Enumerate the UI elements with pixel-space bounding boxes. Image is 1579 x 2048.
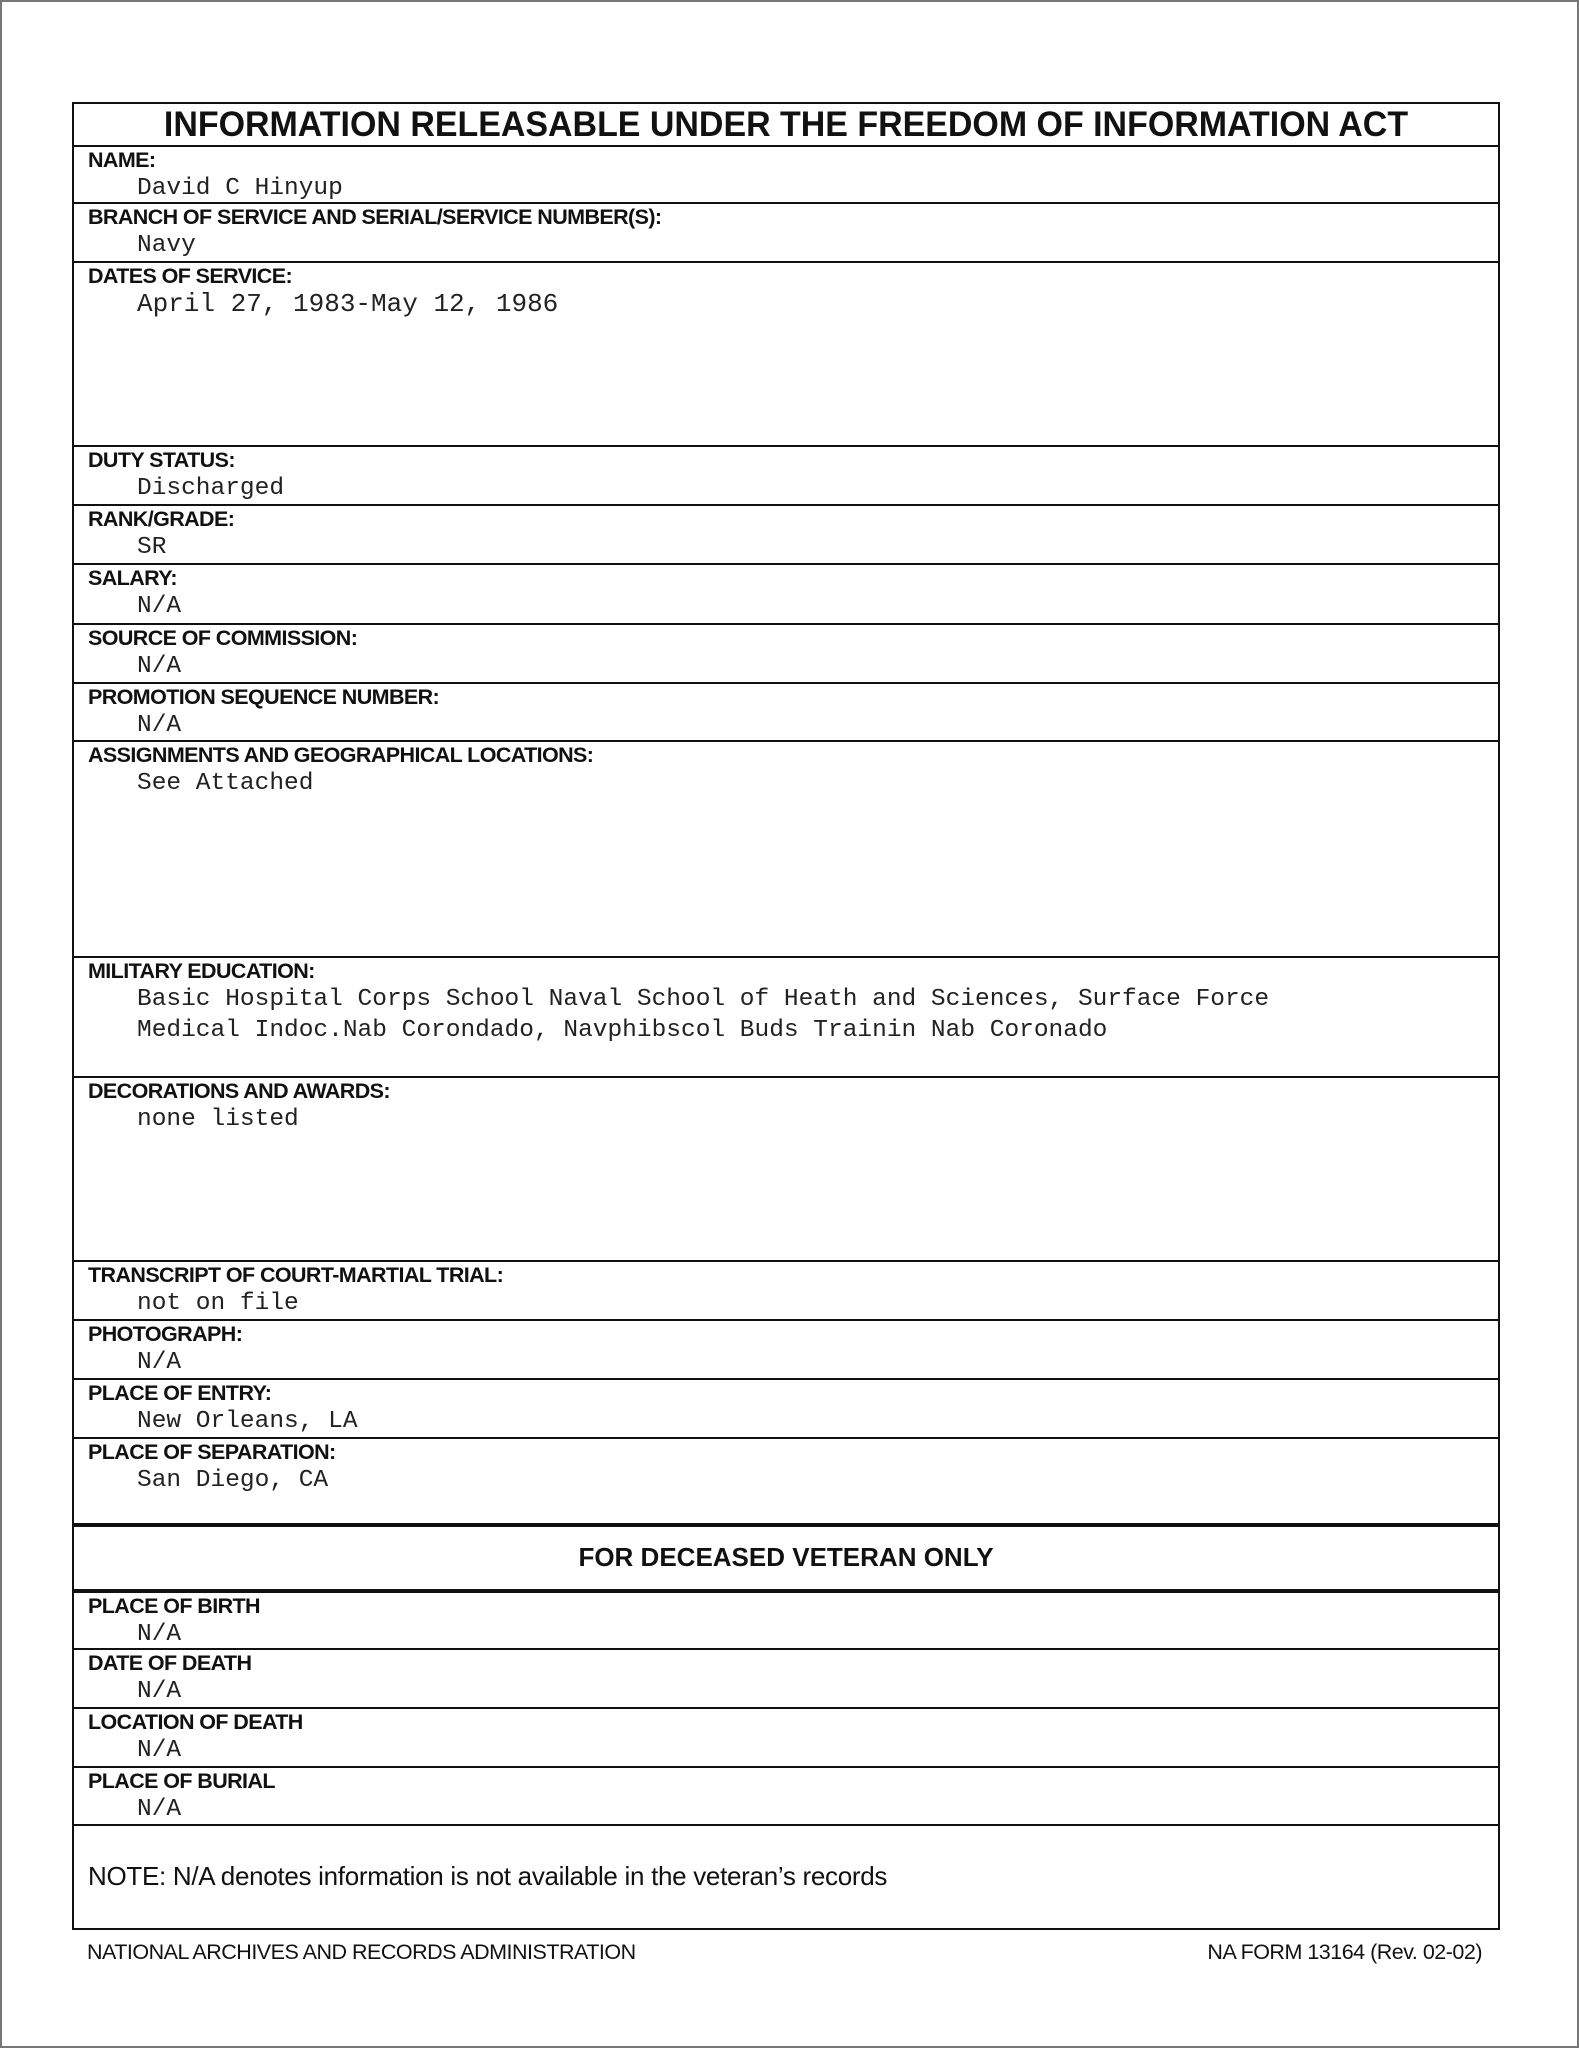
field-value: not on file [137, 1290, 299, 1317]
field-label: PHOTOGRAPH: [88, 1322, 243, 1346]
field-label: PLACE OF SEPARATION: [88, 1440, 336, 1464]
field-place-of-separation [74, 1437, 1498, 1523]
field-value: See Attached [137, 770, 314, 797]
field-value: N/A [137, 593, 182, 620]
field-label: TRANSCRIPT OF COURT-MARTIAL TRIAL: [88, 1263, 504, 1287]
deceased-section-heading: FOR DECEASED VETERAN ONLY [74, 1523, 1498, 1589]
field-value: N/A [137, 1737, 182, 1764]
field-value: April 27, 1983-May 12, 1986 [137, 289, 559, 319]
field-label: DATES OF SERVICE: [88, 264, 293, 288]
field-label: BRANCH OF SERVICE AND SERIAL/SERVICE NUMBER(S): [88, 205, 662, 229]
field-label: PLACE OF BIRTH [88, 1594, 260, 1618]
field-value: David C Hinyup [137, 175, 343, 202]
field-source-of-commission [74, 623, 1498, 682]
field-value: Discharged [137, 475, 285, 502]
field-court-martial-transcript [74, 1260, 1498, 1319]
field-label: NAME: [88, 148, 156, 172]
form-title: INFORMATION RELEASABLE UNDER THE FREEDOM OF INFORMATION ACT [163, 105, 1409, 144]
note-row [74, 1824, 1498, 1928]
field-value: N/A [137, 653, 182, 680]
field-rank-grade [74, 504, 1498, 563]
field-place-of-entry [74, 1378, 1498, 1437]
field-duty-status [74, 445, 1498, 504]
field-label: ASSIGNMENTS AND GEOGRAPHICAL LOCATIONS: [88, 743, 594, 767]
field-label: PROMOTION SEQUENCE NUMBER: [88, 685, 440, 709]
field-value: N/A [137, 1678, 182, 1705]
field-assignments [74, 740, 1498, 956]
field-value: N/A [137, 712, 182, 739]
field-value: Basic Hospital Corps School Naval School of Heath and Sciences, Surface Force Medical Indoc.Nab Corondado, Navphibscol Buds Trainin Nab Coronado [137, 986, 1270, 1044]
field-label: DUTY STATUS: [88, 448, 235, 472]
field-value: N/A [137, 1621, 182, 1648]
field-value: New Orleans, LA [137, 1408, 358, 1435]
field-branch-of-service [74, 202, 1498, 261]
field-decorations-and-awards [74, 1076, 1498, 1260]
field-value: none listed [137, 1106, 299, 1133]
field-dates-of-service [74, 261, 1498, 445]
field-value: N/A [137, 1349, 182, 1376]
field-name [74, 145, 1498, 202]
field-place-of-birth [74, 1589, 1498, 1648]
field-date-of-death [74, 1648, 1498, 1707]
field-value: SR [137, 534, 167, 561]
field-label: DECORATIONS AND AWARDS: [88, 1079, 390, 1103]
field-label: LOCATION OF DEATH [88, 1710, 303, 1734]
footer-form-number: NA FORM 13164 (Rev. 02-02) [1207, 1940, 1482, 1964]
note-text: NOTE: N/A denotes information is not available in the veteran’s records [88, 1861, 888, 1891]
field-label: MILITARY EDUCATION: [88, 959, 315, 983]
field-location-of-death [74, 1707, 1498, 1766]
field-place-of-burial [74, 1766, 1498, 1824]
field-label: PLACE OF BURIAL [88, 1769, 275, 1793]
field-military-education [74, 956, 1498, 1076]
field-label: PLACE OF ENTRY: [88, 1381, 272, 1405]
field-photograph [74, 1319, 1498, 1378]
field-value: N/A [137, 1796, 182, 1823]
field-label: SOURCE OF COMMISSION: [88, 626, 358, 650]
foia-form [72, 102, 1500, 1930]
field-label: RANK/GRADE: [88, 507, 235, 531]
field-value: Navy [137, 232, 196, 259]
field-salary [74, 563, 1498, 623]
field-promotion-sequence-number [74, 682, 1498, 740]
field-label: DATE OF DEATH [88, 1651, 252, 1675]
field-value: San Diego, CA [137, 1467, 329, 1494]
field-label: SALARY: [88, 566, 177, 590]
footer-agency: NATIONAL ARCHIVES AND RECORDS ADMINISTRATION [87, 1940, 636, 1964]
